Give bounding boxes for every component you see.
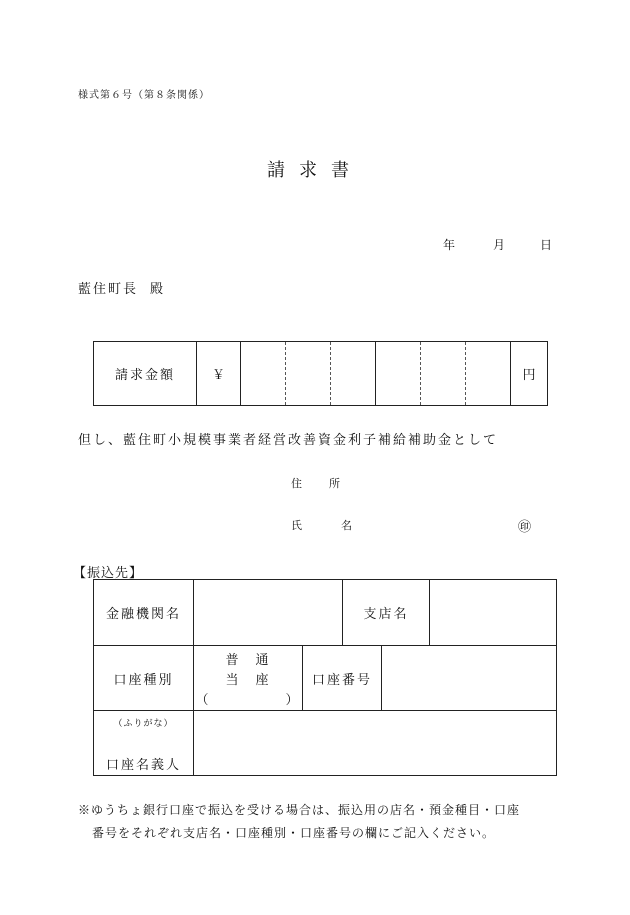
currency-symbol: ￥ <box>197 342 241 405</box>
institution-field[interactable] <box>194 580 342 645</box>
footnote-line-2: 番号をそれぞれ支店名・口座種別・口座番号の欄にご記入ください。 <box>92 826 496 840</box>
date-day-label: 日 <box>540 238 553 252</box>
branch-label: 支店名 <box>363 607 409 622</box>
amount-unit: 円 <box>522 368 536 383</box>
furigana-label: （ふりがな） <box>113 718 174 729</box>
footnote <box>78 799 520 845</box>
recipient-name: 藍住町長 <box>78 282 139 297</box>
amount-digit-cell[interactable] <box>286 342 331 405</box>
seal-mark: ㊞ <box>518 520 532 535</box>
footnote-line-1: ※ゆうちょ銀行口座で振込を受ける場合は、振込用の店名・預金種目・口座 <box>78 803 521 817</box>
account-number-label: 口座番号 <box>311 672 372 688</box>
amount-label: 請求金額 <box>94 342 197 405</box>
date-year-label: 年 <box>443 238 456 252</box>
account-type-other[interactable]: （ ） <box>195 692 301 708</box>
amount-digit-cell[interactable] <box>466 342 511 405</box>
document-title: 請求書 <box>267 160 363 181</box>
amount-digit-cell[interactable] <box>241 342 286 405</box>
recipient-honorific: 殿 <box>150 282 166 297</box>
recipient <box>78 278 165 297</box>
account-type-current[interactable]: 当 座 <box>225 672 271 688</box>
address-label: 住 所 <box>291 477 348 490</box>
form-number: 様式第６号（第８条関係） <box>78 90 210 101</box>
account-type-ordinary[interactable]: 普 通 <box>225 652 271 668</box>
purpose-text: 但し、藍住町小規模事業者経営改善資金利子補給補助金として <box>78 433 499 448</box>
bank-heading: 【振込先】 <box>73 566 144 581</box>
amount-table <box>93 341 548 406</box>
amount-digit-cell[interactable] <box>331 342 376 405</box>
account-type-label: 口座種別 <box>113 672 174 688</box>
institution-label: 金融機関名 <box>105 607 181 622</box>
date-month-label: 月 <box>493 238 506 252</box>
bank-table <box>93 579 557 776</box>
amount-digit-cell[interactable] <box>421 342 466 405</box>
account-number-field[interactable] <box>382 646 556 710</box>
name-label: 氏 名 <box>291 519 366 532</box>
amount-digit-cell[interactable] <box>376 342 421 405</box>
branch-field[interactable] <box>430 580 556 645</box>
account-holder-label: 口座名義人 <box>105 757 181 773</box>
account-holder-field[interactable] <box>194 711 556 776</box>
